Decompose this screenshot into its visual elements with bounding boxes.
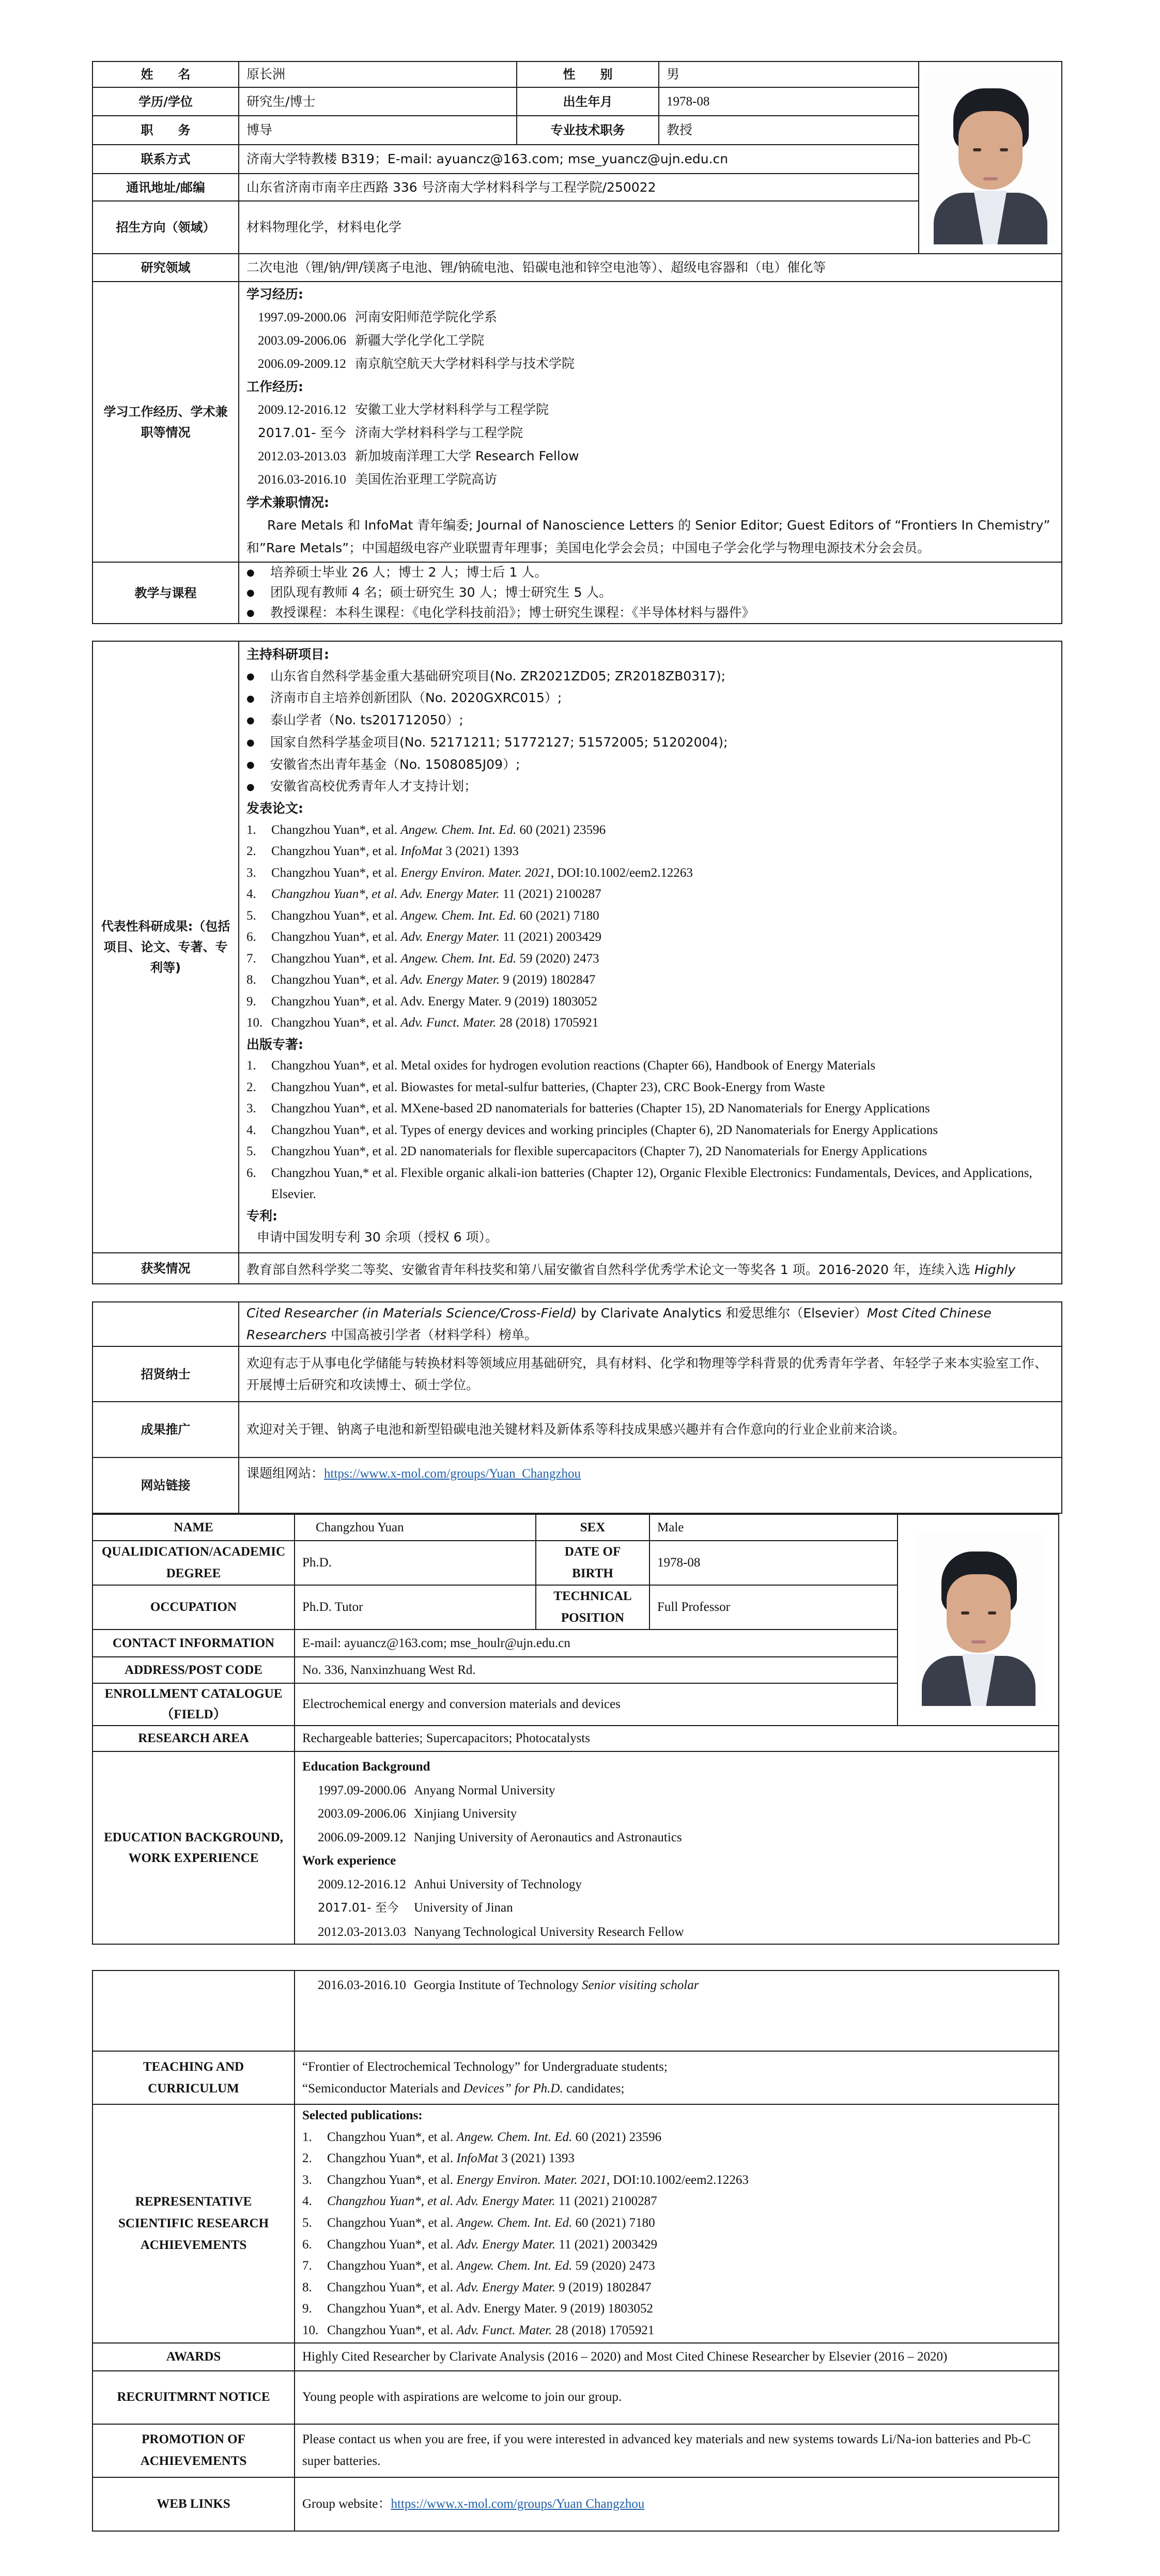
patents-title: 专利: <box>246 1208 277 1223</box>
promotion-label: 成果推广 <box>92 1402 239 1457</box>
book-item: 1. Changzhou Yuan*, et al. Metal oxides for hydrogen evolution reactions (Chapter 66), Handbook of Energy Materials <box>246 1059 876 1073</box>
en-teaching-label: TEACHING AND CURRICULUM <box>92 2051 295 2104</box>
en-teaching-item: “Frontier of Electrochemical Technology” for Undergraduate students; <box>302 2059 668 2074</box>
recruit-label: 招贤纳士 <box>92 1346 239 1402</box>
paper-item: 2. Changzhou Yuan*, et al. InfoMat 3 (2021) 1393 <box>246 844 519 858</box>
en-recruit-label: RECRUITMRNT NOTICE <box>92 2371 295 2424</box>
title-label: 专业技术职务 <box>517 116 659 145</box>
study-item: 2003.09-2006.06 新疆大学化学化工学院 <box>258 333 485 348</box>
teaching-item: ● 团队现有教师 4 名；硕士研究生 30 人；博士研究生 5 人。 <box>246 583 1054 603</box>
projects-list <box>246 665 1054 798</box>
en-work-title: Work experience <box>302 1854 396 1868</box>
paper-item: 10. Changzhou Yuan*, et al. Adv. Funct. Mater. 28 (2018) 1705921 <box>302 2323 655 2337</box>
paper-item: 3. Changzhou Yuan*, et al. Energy Environ. Mater. 2021, DOI:10.1002/eem2.12263 <box>246 865 693 880</box>
en-position-value: Full Professor <box>649 1585 898 1630</box>
research-value: 二次电池（锂/钠/钾/镁离子电池、锂/钠硫电池、铅碳电池和锌空电池等）、超级电容器和（电）催化等 <box>239 254 1062 282</box>
en-birth-label: DATE OF BIRTH <box>536 1541 649 1585</box>
photo-cell <box>919 61 1062 254</box>
book-item: 6. Changzhou Yuan,* et al. Flexible organic alkali-ion batteries (Chapter 12), Organic Flexible Electronics: Fundamentals, Devices, and Applications, Elsevier. <box>246 1166 1032 1201</box>
en-web-label: WEB LINKS <box>92 2477 295 2531</box>
paper-item: 3. Changzhou Yuan*, et al. Energy Environ. Mater. 2021, DOI:10.1002/eem2.12263 <box>302 2172 749 2187</box>
en-enroll-label: ENROLLMENT CATALOGUE（FIELD） <box>92 1683 295 1726</box>
en-name-value: Changzhou Yuan <box>295 1514 536 1541</box>
paper-item: 6. Changzhou Yuan*, et al. Adv. Energy Mater. 11 (2021) 2003429 <box>302 2237 657 2252</box>
experience-label: 学习工作经历、学术兼职等情况 <box>92 282 239 562</box>
zh-profile-table-2 <box>92 641 1062 1284</box>
papers-list-en <box>302 2127 1051 2341</box>
academic-title: 学术兼职情况: <box>246 495 329 510</box>
en-edu-item: 1997.09-2000.06 Anyang Normal University <box>318 1783 555 1797</box>
en-achievements-cell <box>295 2104 1059 2343</box>
paper-item: 6. Changzhou Yuan*, et al. Adv. Energy Mater. 11 (2021) 2003429 <box>246 930 601 944</box>
books-list <box>246 1055 1054 1205</box>
en-experience-label: EDUCATION BACKGROUND, WORK EXPERIENCE <box>92 1751 295 1944</box>
en-edu-title: Education Background <box>302 1760 430 1774</box>
paper-item: 1. Changzhou Yuan*, et al. Angew. Chem. Int. Ed. 60 (2021) 23596 <box>302 2130 662 2144</box>
work-item: 2009.12-2016.12 安徽工业大学材料科学与工程学院 <box>258 402 549 417</box>
en-occupation-label: OCCUPATION <box>92 1585 295 1630</box>
paper-item: 8. Changzhou Yuan*, et al. Adv. Energy Mater. 9 (2019) 1802847 <box>246 973 596 987</box>
teaching-item: ● 教授课程：本科生课程：《电化学科技前沿》；博士研究生课程：《半导体材料与器件》 <box>246 603 1054 623</box>
en-edu-item: 2006.09-2009.12 Nanjing University of Aeronautics and Astronautics <box>318 1830 682 1844</box>
project-item: ● 泰山学者（No. ts201712050）; <box>246 709 1054 732</box>
en-research-label: RESEARCH AREA <box>92 1726 295 1751</box>
birth-value: 1978-08 <box>659 87 919 116</box>
contact-value: 济南大学特教楼 B319；E-mail: ayuancz@163.com; mse_yuancz@ujn.edu.cn <box>239 145 919 174</box>
en-address-label: ADDRESS/POST CODE <box>92 1657 295 1683</box>
portrait-photo-en <box>914 1534 1043 1706</box>
papers-list-zh <box>246 819 1054 1034</box>
title-value: 教授 <box>659 116 919 145</box>
birth-label: 出生年月 <box>517 87 659 116</box>
en-achievements-label: REPRESENTATIVE SCIENTIFIC RESEARCH ACHIEVEMENTS <box>92 2104 295 2343</box>
en-research-value: Rechargeable batteries; Supercapacitors; Photocatalysts <box>295 1726 1059 1751</box>
project-item: ● 安徽省高校优秀青年人才支持计划； <box>246 775 1054 798</box>
paper-item: 8. Changzhou Yuan*, et al. Adv. Energy Mater. 9 (2019) 1802847 <box>302 2280 652 2294</box>
work-item: 2017.01- 至今 济南大学材料科学与工程学院 <box>258 425 523 440</box>
awards-text-part1: 教育部自然科学奖二等奖、安徽省青年科技奖和第八届安徽省自然科学优秀学术论文一等奖各 1 项。2016-2020 年，连续入选 Highly <box>239 1253 1062 1284</box>
en-promotion-text: Please contact us when you are free, if you were interested in advanced key materials and new systems towards Li/Na-ion batteries and Pb-C super batteries. <box>295 2424 1059 2477</box>
en-profile-table-1 <box>92 1514 1059 1945</box>
project-item: ● 安徽省杰出青年基金（No. 1508085J09）; <box>246 754 1054 776</box>
en-promotion-label: PROMOTION OF ACHIEVEMENTS <box>92 2424 295 2477</box>
book-item: 5. Changzhou Yuan*, et al. 2D nanomaterials for flexible supercapacitors (Chapter 7), 2D Nanomaterials for Energy Applications <box>246 1144 927 1158</box>
project-item: ● 国家自然科学基金项目(No. 52171211; 51772127; 51572005; 51202004); <box>246 732 1054 754</box>
en-work-item: 2009.12-2016.12 Anhui University of Technology <box>318 1877 582 1891</box>
sex-value: 男 <box>659 61 919 87</box>
en-sex-value: Male <box>649 1514 898 1541</box>
projects-title: 主持科研项目: <box>246 647 329 662</box>
research-label: 研究领域 <box>92 254 239 282</box>
en-enroll-value: Electrochemical energy and conversion materials and devices <box>295 1683 898 1726</box>
book-item: 4. Changzhou Yuan*, et al. Types of energy devices and working principles (Chapter 6), 2D Nanomaterials for Energy Applications <box>246 1123 938 1137</box>
paper-item: 5. Changzhou Yuan*, et al. Angew. Chem. Int. Ed. 60 (2021) 7180 <box>246 908 599 923</box>
teaching-label: 教学与课程 <box>92 562 239 624</box>
awards-cont-label <box>92 1302 239 1346</box>
address-label: 通讯地址/邮编 <box>92 174 239 201</box>
name-label: 姓 名 <box>92 61 239 87</box>
patents-text: 申请中国发明专利 30 余项（授权 6 项）。 <box>257 1230 499 1245</box>
en-work-item: 2017.01- 至今 University of Jinan <box>318 1901 513 1915</box>
portrait-photo <box>925 71 1056 244</box>
en-awards-text: Highly Cited Researcher by Clarivate Analysis (2016 – 2020) and Most Cited Chinese Researcher by Elsevier (2016 – 2020) <box>295 2343 1059 2371</box>
en-position-label: TECHNICAL POSITION <box>536 1585 649 1630</box>
en-work-item: 2012.03-2013.03 Nanyang Technological University Research Fellow <box>318 1925 684 1939</box>
en-edu-list <box>302 1779 1051 1850</box>
en-photo-cell <box>898 1514 1059 1726</box>
promotion-text: 欢迎对关于锂、钠离子电池和新型铅碳电池关键材料及新体系等科技成果感兴趣并有合作意向的行业企业前来洽谈。 <box>239 1402 1062 1457</box>
en-pubs-title: Selected publications: <box>302 2108 423 2122</box>
degree-label: 学历/学位 <box>92 87 239 116</box>
en-group-website-link[interactable]: https://www.x-mol.com/groups/Yuan Changzhou <box>391 2496 645 2511</box>
en-teaching-cell <box>295 2051 1059 2104</box>
books-title: 出版专著: <box>246 1036 303 1052</box>
en-contact-value: E-mail: ayuancz@163.com; mse_houlr@ujn.edu.cn <box>295 1630 898 1657</box>
book-item: 2. Changzhou Yuan*, et al. Biowastes for metal-sulfur batteries, (Chapter 23), CRC Book-Energy from Waste <box>246 1080 825 1094</box>
study-title: 学习经历: <box>246 287 303 302</box>
name-value: 原长洲 <box>239 61 517 87</box>
sex-label: 性 别 <box>517 61 659 87</box>
study-item: 1997.09-2000.06 河南安阳师范学院化学系 <box>258 309 498 324</box>
en-contact-label: CONTACT INFORMATION <box>92 1630 295 1657</box>
en-work-item: 2016.03-2016.10 Georgia Institute of Technology Senior visiting scholar <box>318 1978 699 1992</box>
web-label: 网站链接 <box>92 1457 239 1513</box>
achievements-label: 代表性科研成果:（包括项目、论文、专著、专利等) <box>92 641 239 1253</box>
en-address-value: No. 336, Nanxinzhuang West Rd. <box>295 1657 898 1683</box>
work-item: 2016.03-2016.10 美国佐治亚理工学院高访 <box>258 472 498 487</box>
book-item: 3. Changzhou Yuan*, et al. MXene-based 2D nanomaterials for batteries (Chapter 15), 2D Nanomaterials for Energy Applications <box>246 1101 930 1115</box>
paper-item: 9. Changzhou Yuan*, et al. Adv. Energy Mater. 9 (2019) 1803052 <box>302 2302 653 2316</box>
en-degree-label: QUALIDICATION/ACADEMIC DEGREE <box>92 1541 295 1585</box>
degree-value: 研究生/博士 <box>239 87 517 116</box>
papers-title: 发表论文: <box>246 801 303 816</box>
en-sex-label: SEX <box>536 1514 649 1541</box>
paper-item: 4. Changzhou Yuan*, et al. Adv. Energy Mater. 11 (2021) 2100287 <box>246 887 601 901</box>
post-value: 博导 <box>239 116 517 145</box>
awards-label: 获奖情况 <box>92 1253 239 1284</box>
paper-item: 9. Changzhou Yuan*, et al. Adv. Energy Mater. 9 (2019) 1803052 <box>246 994 597 1008</box>
experience-cell <box>239 282 1062 562</box>
en-web-cell: Group website：https://www.x-mol.com/groups/Yuan Changzhou <box>295 2477 1059 2531</box>
study-item: 2006.09-2009.12 南京航空航天大学材料科学与技术学院 <box>258 356 575 371</box>
academic-text: Rare Metals 和 InfoMat 青年编委; Journal of Nanoscience Letters 的 Senior Editor; Guest Editors of “Frontiers In Chemistry” 和”Rare Metals”；中国超级电容产业联盟青年理事；美国电化学会会员；中国电子学会化学与物理电源技术分会会员。 <box>246 518 1050 555</box>
en-experience-cont-label <box>92 1970 295 2051</box>
en-experience-cell <box>295 1751 1059 1944</box>
paper-item: 7. Changzhou Yuan*, et al. Angew. Chem. Int. Ed. 59 (2020) 2473 <box>246 951 599 966</box>
study-list <box>246 306 1054 376</box>
en-birth-value: 1978-08 <box>649 1541 898 1585</box>
en-awards-label: AWARDS <box>92 2343 295 2371</box>
post-label: 职 务 <box>92 116 239 145</box>
enroll-label: 招生方向（领域） <box>92 201 239 254</box>
project-item: ● 山东省自然科学基金重大基础研究项目(No. ZR2021ZD05; ZR2018ZB0317); <box>246 665 1054 688</box>
paper-item: 7. Changzhou Yuan*, et al. Angew. Chem. Int. Ed. 59 (2020) 2473 <box>302 2259 655 2273</box>
teaching-cell <box>239 562 1062 624</box>
achievements-cell <box>239 641 1062 1253</box>
en-experience-cont <box>295 1970 1059 2051</box>
teaching-item: ● 培养硕士毕业 26 人；博士 2 人；博士后 1 人。 <box>246 563 1054 583</box>
en-name-label: NAME <box>92 1514 295 1541</box>
enroll-value: 材料物理化学，材料电化学 <box>239 201 919 254</box>
paper-item: 10. Changzhou Yuan*, et al. Adv. Funct. Mater. 28 (2018) 1705921 <box>246 1016 599 1030</box>
paper-item: 5. Changzhou Yuan*, et al. Angew. Chem. Int. Ed. 60 (2021) 7180 <box>302 2215 655 2230</box>
paper-item: 4. Changzhou Yuan*, et al. Adv. Energy Mater. 11 (2021) 2100287 <box>302 2194 657 2209</box>
address-value: 山东省济南市南辛庄西路 336 号济南大学材料科学与工程学院/250022 <box>239 174 919 201</box>
en-profile-table-2 <box>92 1970 1059 2532</box>
work-item: 2012.03-2013.03 新加坡南洋理工大学 Research Fellow <box>258 448 579 463</box>
group-website-link[interactable]: https://www.x-mol.com/groups/Yuan_Changzhou <box>324 1467 581 1481</box>
en-work-list <box>302 1873 1051 1944</box>
paper-item: 2. Changzhou Yuan*, et al. InfoMat 3 (2021) 1393 <box>302 2151 575 2166</box>
work-title: 工作经历: <box>246 379 303 394</box>
paper-item: 1. Changzhou Yuan*, et al. Angew. Chem. Int. Ed. 60 (2021) 23596 <box>246 823 606 837</box>
en-teaching-item: “Semiconductor Materials and Devices” for Ph.D. candidates; <box>302 2081 625 2096</box>
en-recruit-text: Young people with aspirations are welcome to join our group. <box>295 2371 1059 2424</box>
en-edu-item: 2003.09-2006.06 Xinjiang University <box>318 1807 517 1821</box>
work-list <box>246 398 1054 491</box>
en-occupation-value: Ph.D. Tutor <box>295 1585 536 1630</box>
zh-profile-table-1 <box>92 61 1062 624</box>
web-cell: 课题组网站：https://www.x-mol.com/groups/Yuan_Changzhou <box>239 1457 1062 1513</box>
zh-profile-table-3 <box>92 1301 1062 1514</box>
recruit-text: 欢迎有志于从事电化学储能与转换材料等领域应用基础研究，具有材料、化学和物理等学科背景的优秀青年学者、年轻学子来本实验室工作、开展博士后研究和攻读博士、硕士学位。 <box>239 1346 1062 1402</box>
project-item: ● 济南市自主培养创新团队（No. 2020GXRC015）; <box>246 687 1054 709</box>
contact-label: 联系方式 <box>92 145 239 174</box>
awards-text-part2: Cited Researcher (in Materials Science/Cross-Field) by Clarivate Analytics 和爱思维尔（Elsevier）Most Cited Chinese Researchers 中国高被引学者（材料学科）榜单。 <box>239 1302 1062 1346</box>
en-degree-value: Ph.D. <box>295 1541 536 1585</box>
